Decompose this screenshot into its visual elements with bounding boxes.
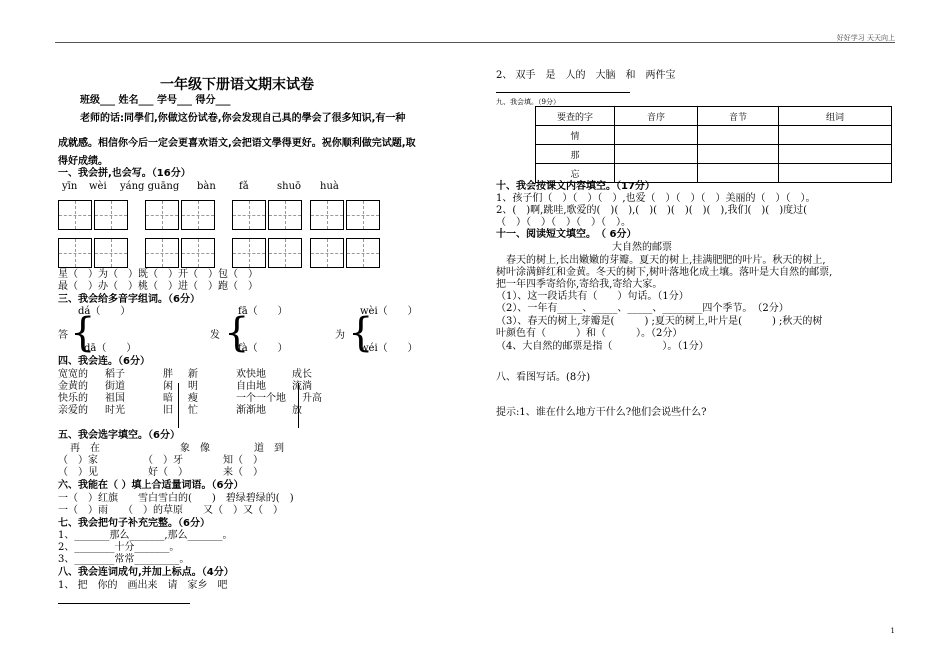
polyphone-char: 答 bbox=[58, 330, 68, 341]
polyphone-pinyin: dá（ ） bbox=[78, 306, 131, 317]
intro-line-2: 成就感。相信你今后一定会更喜欢语文,会把语文學得更好。祝你顺利做完试题,取 bbox=[58, 138, 416, 149]
writing-grid[interactable] bbox=[58, 200, 92, 230]
brace-mark: { bbox=[70, 310, 96, 356]
match-word: 宽宽的 bbox=[58, 369, 88, 380]
section-2-row-1: 星（ ）为（ ）既（ ）开（ ）包（ ） bbox=[58, 269, 258, 280]
match-word: 明 bbox=[188, 381, 198, 392]
table-header: 组词 bbox=[779, 107, 892, 126]
writing-grid[interactable] bbox=[145, 200, 179, 230]
pinyin-6: shuō bbox=[277, 181, 302, 192]
writing-grid[interactable] bbox=[346, 200, 380, 230]
fill-row: （ ）见 好（ ） 来（ ） bbox=[58, 467, 263, 478]
table-cell[interactable] bbox=[779, 126, 892, 145]
writing-grid[interactable] bbox=[94, 238, 128, 268]
intro-line-1: 老师的话:同學们,你做这份试卷,你会发现自己具的學会了很多知识,有一种 bbox=[80, 113, 406, 124]
section-3-heading: 三、我会给多音字组词。（6分） bbox=[58, 294, 200, 305]
writing-grid[interactable] bbox=[268, 238, 302, 268]
writing-grid[interactable] bbox=[268, 200, 302, 230]
passage-line: 春天的树上,长出嫩嫩的芽瓣。夏天的树上,挂满肥肥的叶片。秋天的树上, bbox=[506, 255, 826, 266]
writing-grid[interactable] bbox=[310, 238, 344, 268]
dictionary-table bbox=[535, 106, 892, 183]
sentence-line: 2、________十分_______。 bbox=[58, 542, 180, 553]
page-title: 一年级下册语文期末试卷 bbox=[160, 77, 314, 93]
passage-line: 把一年四季寄给你,寄给我,寄给大家。 bbox=[496, 279, 663, 290]
table-header: 音节 bbox=[698, 107, 779, 126]
passage-line: 树叶涂满鲜红和金黄。冬天的树下,树叶落地化成土壤。落叶是大自然的邮票, bbox=[496, 267, 833, 278]
fill-row: （ ）家 （ ）牙 知（ ） bbox=[58, 455, 263, 466]
match-word: 一个一个地 bbox=[236, 393, 286, 404]
match-word: 成长 bbox=[292, 369, 312, 380]
table-cell[interactable] bbox=[698, 145, 779, 164]
intro-line-3: 得好成绩。 bbox=[58, 156, 108, 167]
brace-mark: { bbox=[348, 310, 374, 356]
table-row-char: 情 bbox=[536, 126, 615, 145]
pinyin-1: yīn bbox=[62, 181, 78, 192]
question-line: （4、大自然的邮票是指（ ）。（1分） bbox=[496, 341, 709, 352]
answer-line bbox=[58, 603, 190, 604]
sentence-line: 1、_______那么_______,那么_______。 bbox=[58, 530, 233, 541]
char-pair: 再 在 bbox=[70, 443, 100, 454]
match-word: 祖国 bbox=[105, 393, 125, 404]
pinyin-5: fǎ bbox=[239, 181, 249, 192]
pinyin-4: bàn bbox=[197, 181, 216, 192]
match-word: 街道 bbox=[105, 381, 125, 392]
match-word: 忙 bbox=[188, 405, 198, 416]
match-word: 快乐的 bbox=[58, 393, 88, 404]
writing-grid[interactable] bbox=[181, 238, 215, 268]
writing-grid[interactable] bbox=[232, 200, 266, 230]
recall-line: 1、孩子们（ ）（ ）（ ）,也爱（ ）（ ）（ ）美丽的（ ）（ ）。 bbox=[496, 193, 816, 204]
question-line: （2）、一年有_____、_____、_____、________四个季节。 （2分） bbox=[496, 303, 789, 314]
polyphone-pinyin: dā（ ） bbox=[84, 343, 137, 354]
match-word: 金黄的 bbox=[58, 381, 88, 392]
section-5-heading: 五、我会选字填空。（6分） bbox=[58, 430, 180, 441]
word-order-line: 2、 双手 是 人的 大脑 和 两件宝 bbox=[496, 70, 676, 81]
table-row-char: 那 bbox=[536, 145, 615, 164]
match-word: 胖 bbox=[163, 369, 173, 380]
page-number: 1 bbox=[890, 627, 895, 635]
table-cell[interactable] bbox=[698, 126, 779, 145]
table-cell[interactable] bbox=[779, 164, 892, 183]
writing-grid[interactable] bbox=[310, 200, 344, 230]
match-word: 欢快地 bbox=[236, 369, 266, 380]
recall-line: 2、( )啊,跳哇,歌爱的( )( ),( )( )( )( )( ),我们( )( )度过( bbox=[496, 205, 808, 216]
info-line: 班级___ 姓名___ 学号___ 得分___ bbox=[80, 95, 231, 106]
writing-grid[interactable] bbox=[181, 200, 215, 230]
polyphone-char: 为 bbox=[335, 330, 345, 341]
section-2-row-2: 最（ ）办（ ）桃（ ）进（ ）跑（ ） bbox=[58, 281, 258, 292]
table-header: 音序 bbox=[615, 107, 698, 126]
table-cell[interactable] bbox=[698, 164, 779, 183]
pinyin-2: wèi bbox=[89, 181, 107, 192]
header-motto: 好好学习 天天向上 bbox=[836, 34, 895, 42]
word-order-line: 1、 把 你的 画出来 请 家乡 吧 bbox=[58, 580, 228, 591]
measure-row: 一（ ）红旗 雪白雪白的( ) 碧绿碧绿的( ) bbox=[58, 493, 294, 504]
passage-title: 大自然的邮票 bbox=[612, 242, 672, 253]
char-pair: 道 到 bbox=[254, 443, 284, 454]
section-8a-heading: 八、我会连词成句,并加上标点。（4分） bbox=[58, 567, 234, 578]
section-4-heading: 四、我会连。（6分） bbox=[58, 356, 150, 367]
match-word: 亲爱的 bbox=[58, 405, 88, 416]
match-word: 升高 bbox=[302, 393, 322, 404]
writing-grid[interactable] bbox=[94, 200, 128, 230]
writing-grid[interactable] bbox=[232, 238, 266, 268]
section-10-heading: 十、我会按课文内容填空。（17分） bbox=[496, 181, 655, 192]
match-word: 瘦 bbox=[188, 393, 198, 404]
writing-grid[interactable] bbox=[58, 238, 92, 268]
polyphone-pinyin: wèi（ ） bbox=[360, 306, 418, 317]
table-cell[interactable] bbox=[615, 126, 698, 145]
match-word: 流淌 bbox=[292, 381, 312, 392]
match-word: 自由地 bbox=[236, 381, 266, 392]
table-header: 要查的字 bbox=[536, 107, 615, 126]
polyphone-pinyin: wéi（ ） bbox=[360, 343, 418, 354]
match-word: 时光 bbox=[105, 405, 125, 416]
divider-line bbox=[178, 383, 179, 428]
match-word: 稻子 bbox=[105, 369, 125, 380]
table-cell[interactable] bbox=[615, 164, 698, 183]
header-divider bbox=[55, 42, 895, 43]
table-cell[interactable] bbox=[779, 145, 892, 164]
writing-hint: 提示:1、谁在什么地方干什么?他们会说些什么? bbox=[496, 407, 707, 418]
section-8b-heading: 八、看图写话。(8分) bbox=[496, 372, 591, 383]
sentence-line: 3、________常常_________。 bbox=[58, 554, 190, 565]
char-pair: 象 像 bbox=[180, 443, 210, 454]
section-9-heading: 九、我会填。（9分） bbox=[496, 98, 560, 106]
match-word: 闲 bbox=[163, 381, 173, 392]
recall-line: （ ）（ ）（ ）（ ）（ ）。 bbox=[496, 217, 631, 228]
section-1-heading: 一、我会拼,也会写。（16分） bbox=[58, 168, 191, 179]
polyphone-pinyin: fà（ ） bbox=[238, 343, 288, 354]
match-word: 渐渐地 bbox=[236, 405, 266, 416]
divider-line bbox=[298, 383, 299, 428]
table-row-char: 忘 bbox=[536, 164, 615, 183]
polyphone-pinyin: fā（ ） bbox=[238, 306, 288, 317]
measure-row: 一（ ）雨 （ ）的草原 又（ ）又（ ） bbox=[58, 505, 283, 516]
question-line: 叶颜色有（ ）和（ ）。（2分） bbox=[496, 328, 683, 339]
match-word: 新 bbox=[188, 369, 198, 380]
pinyin-3: yáng guāng bbox=[120, 181, 180, 192]
question-line: （1）、这一段话共有（ ）句话。（1分） bbox=[496, 291, 689, 302]
brace-mark: { bbox=[224, 310, 250, 356]
answer-line bbox=[496, 92, 630, 93]
writing-grid[interactable] bbox=[346, 238, 380, 268]
section-6-heading: 六、我能在（ ）填上合适量词语。（6分） bbox=[58, 480, 244, 491]
table-cell[interactable] bbox=[615, 145, 698, 164]
section-11-heading: 十一、阅读短文填空。 （ 6分） bbox=[496, 229, 637, 240]
match-word: 放 bbox=[292, 405, 302, 416]
question-line: （3）、春天的树上,芽瓣是( ) ;夏天的树上,叶片是( ) ;秋天的树 bbox=[496, 316, 823, 327]
writing-grid[interactable] bbox=[145, 238, 179, 268]
polyphone-char: 发 bbox=[210, 330, 220, 341]
match-word: 暗 bbox=[163, 393, 173, 404]
pinyin-7: huà bbox=[320, 181, 339, 192]
section-7-heading: 七、我会把句子补充完整。（6分） bbox=[58, 518, 210, 529]
match-word: 旧 bbox=[163, 405, 173, 416]
